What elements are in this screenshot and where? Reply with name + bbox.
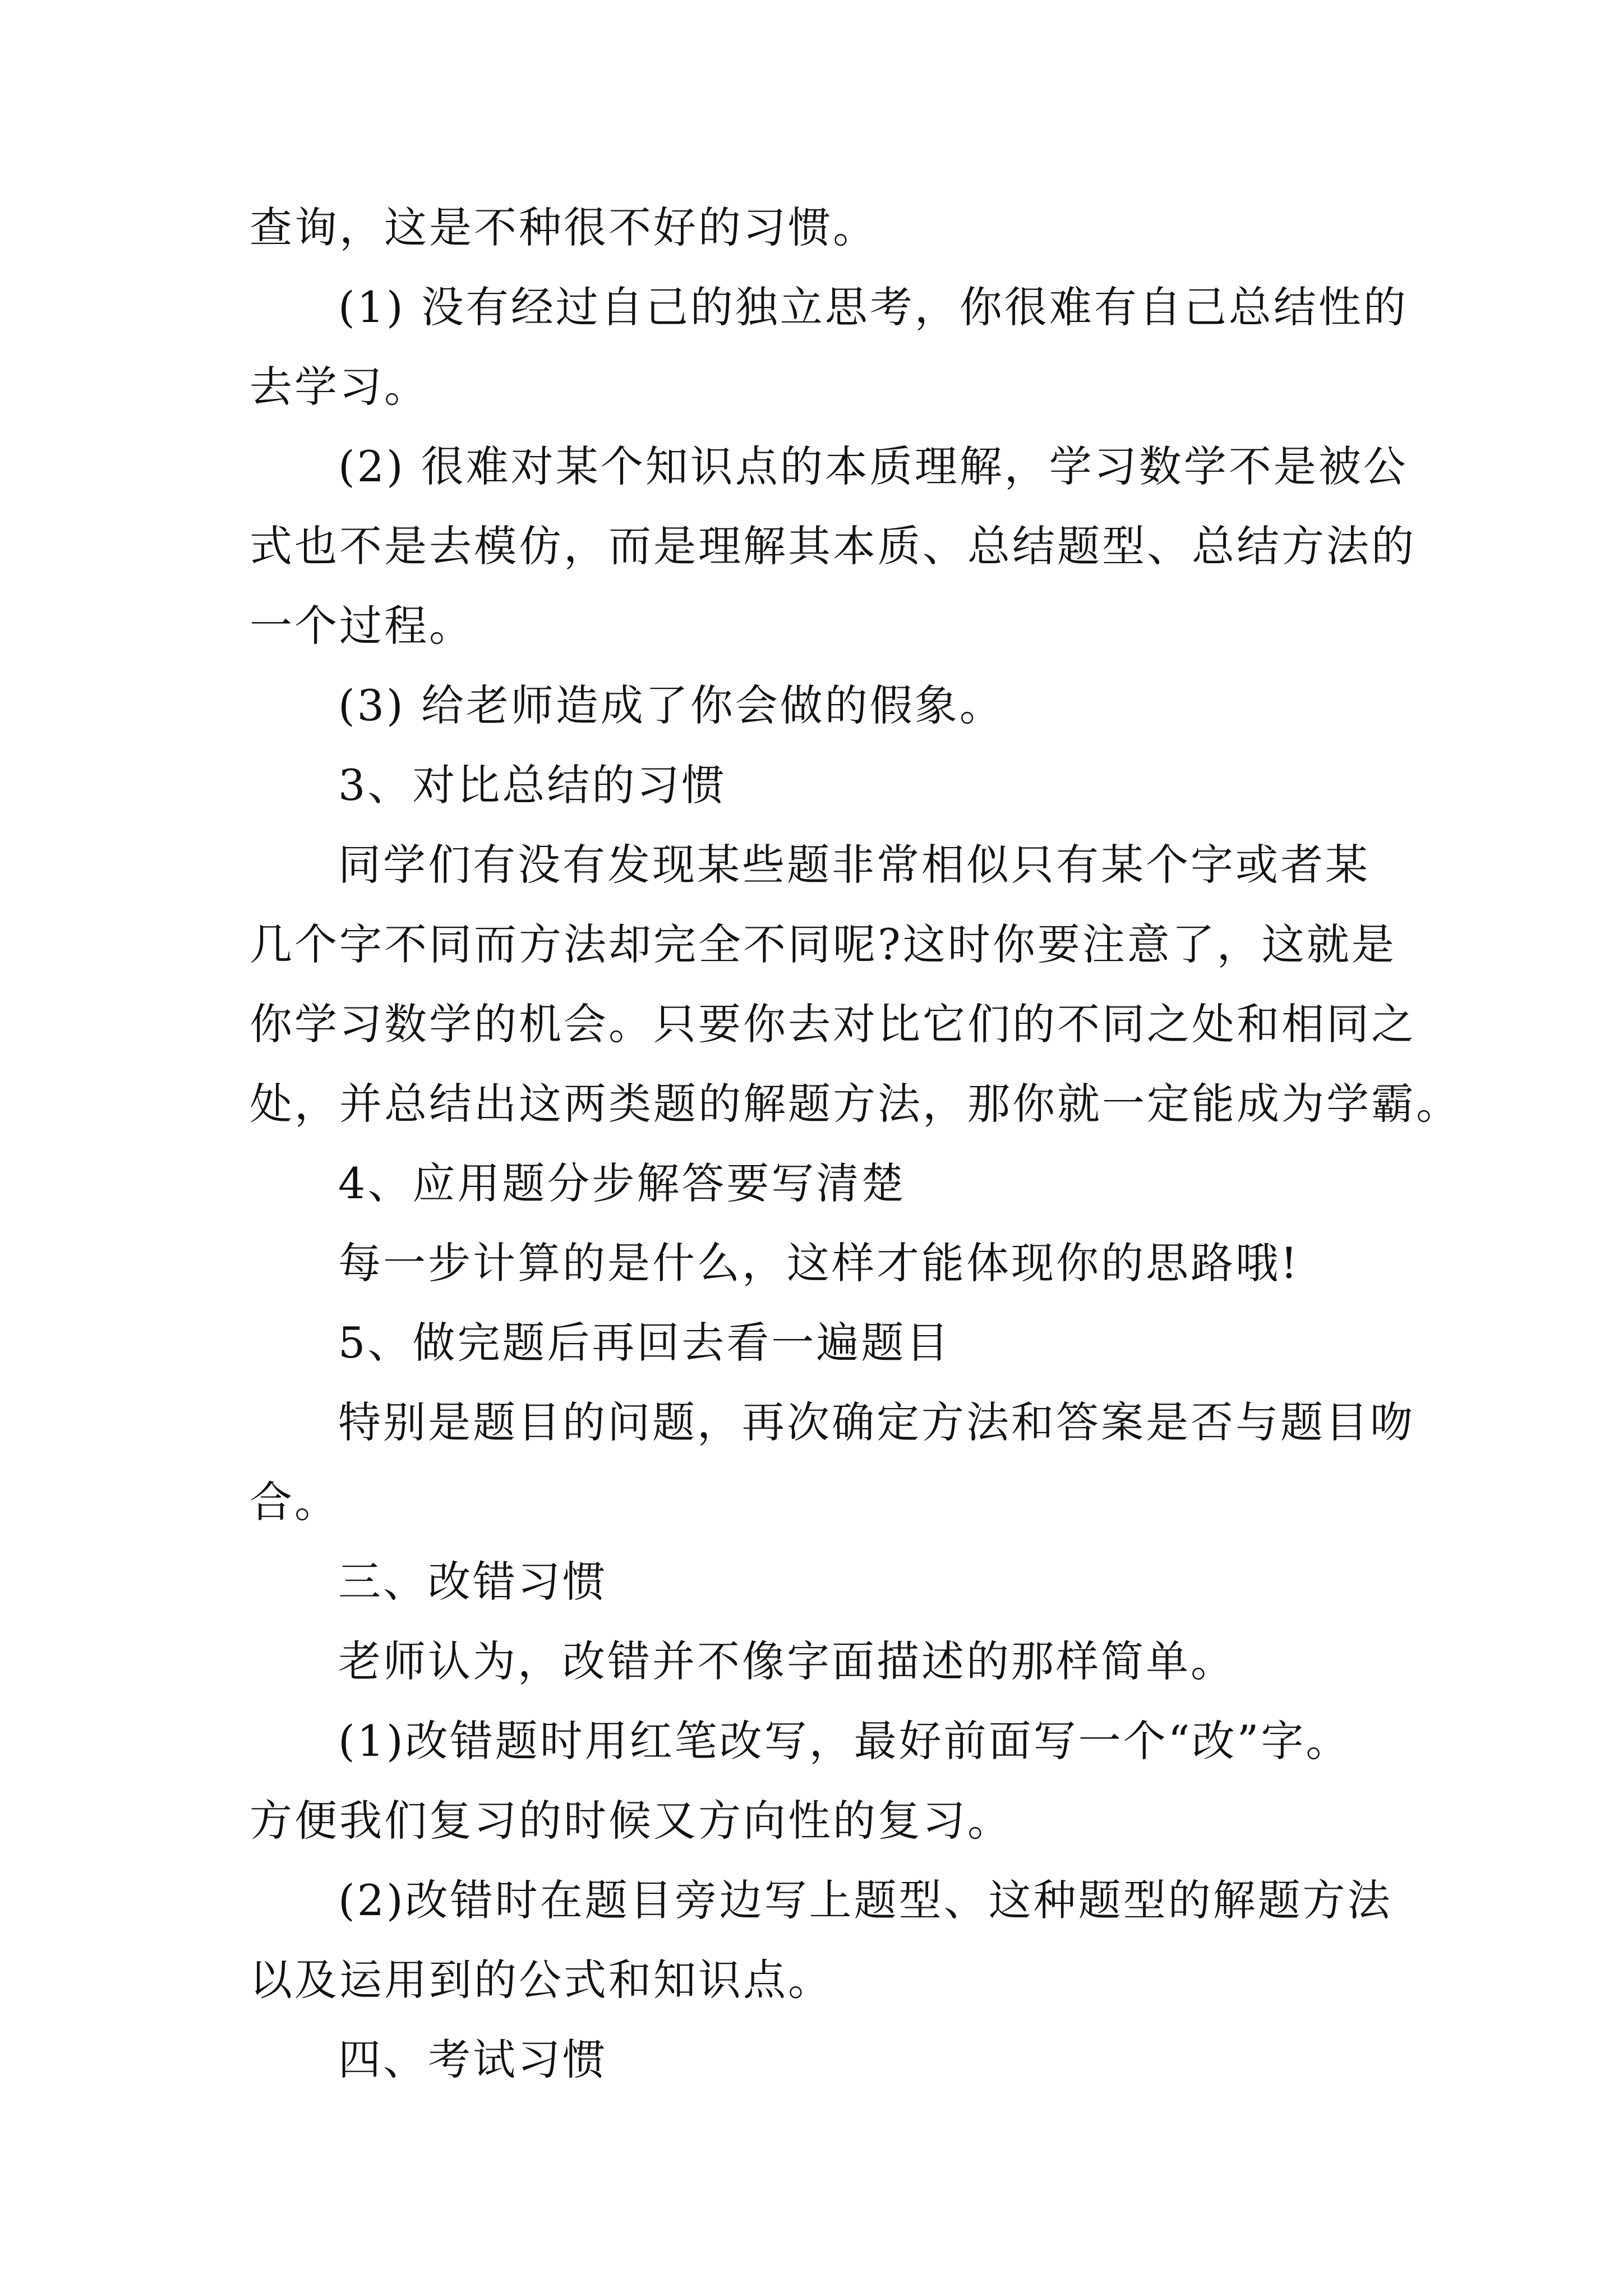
text-line: 查询，这是不种很不好的习惯。 [250,203,878,252]
text-line: 一个过程。 [250,601,474,651]
section-heading: 5、做完题后再回去看一遍题目 [338,1318,951,1368]
text-line: 老师认为，改错并不像字面描述的那样简单。 [338,1636,1235,1686]
text-line: 处，并总结出这两类题的解题方法，那你就一定能成为学霸。 [250,1079,1461,1129]
text-line: 以及运用到的公式和知识点。 [250,1955,833,2005]
section-heading: 四、考试习惯 [338,2035,607,2085]
text-line: (2)改错时在题目旁边写上题型、这种题型的解题方法 [338,1875,1393,1925]
section-heading: 3、对比总结的习惯 [338,760,727,810]
text-line: (3) 给老师造成了你会做的假象。 [338,680,1004,730]
text-line: 方便我们复习的时候又方向性的复习。 [250,1796,1012,1846]
text-line: (1)改错题时用红笔改写，最好前面写一个“改”字。 [338,1716,1351,1766]
text-line: 合。 [250,1477,339,1527]
text-line: (1) 没有经过自己的独立思考，你很难有自己总结性的 [338,282,1408,332]
text-line: 特别是题目的问题，再次确定方法和答案是否与题目吻 [338,1397,1415,1447]
text-line: 同学们有没有发现某些题非常相似只有某个字或者某 [338,840,1370,890]
section-heading: 4、应用题分步解答要写清楚 [338,1158,906,1208]
text-line: 几个字不同而方法却完全不同呢?这时你要注意了，这就是 [250,919,1396,969]
text-line: 每一步计算的是什么，这样才能体现你的思路哦! [338,1238,1300,1288]
document-body [250,188,1461,2100]
text-line: 式也不是去模仿，而是理解其本质、总结题型、总结方法的 [250,521,1416,571]
text-line: 你学习数学的机会。只要你去对比它们的不同之处和相同之 [250,999,1416,1049]
section-heading: 三、改错习惯 [338,1557,607,1607]
text-line: (2) 很难对某个知识点的本质理解，学习数学不是被公 [338,441,1408,491]
text-line: 去学习。 [250,362,429,412]
